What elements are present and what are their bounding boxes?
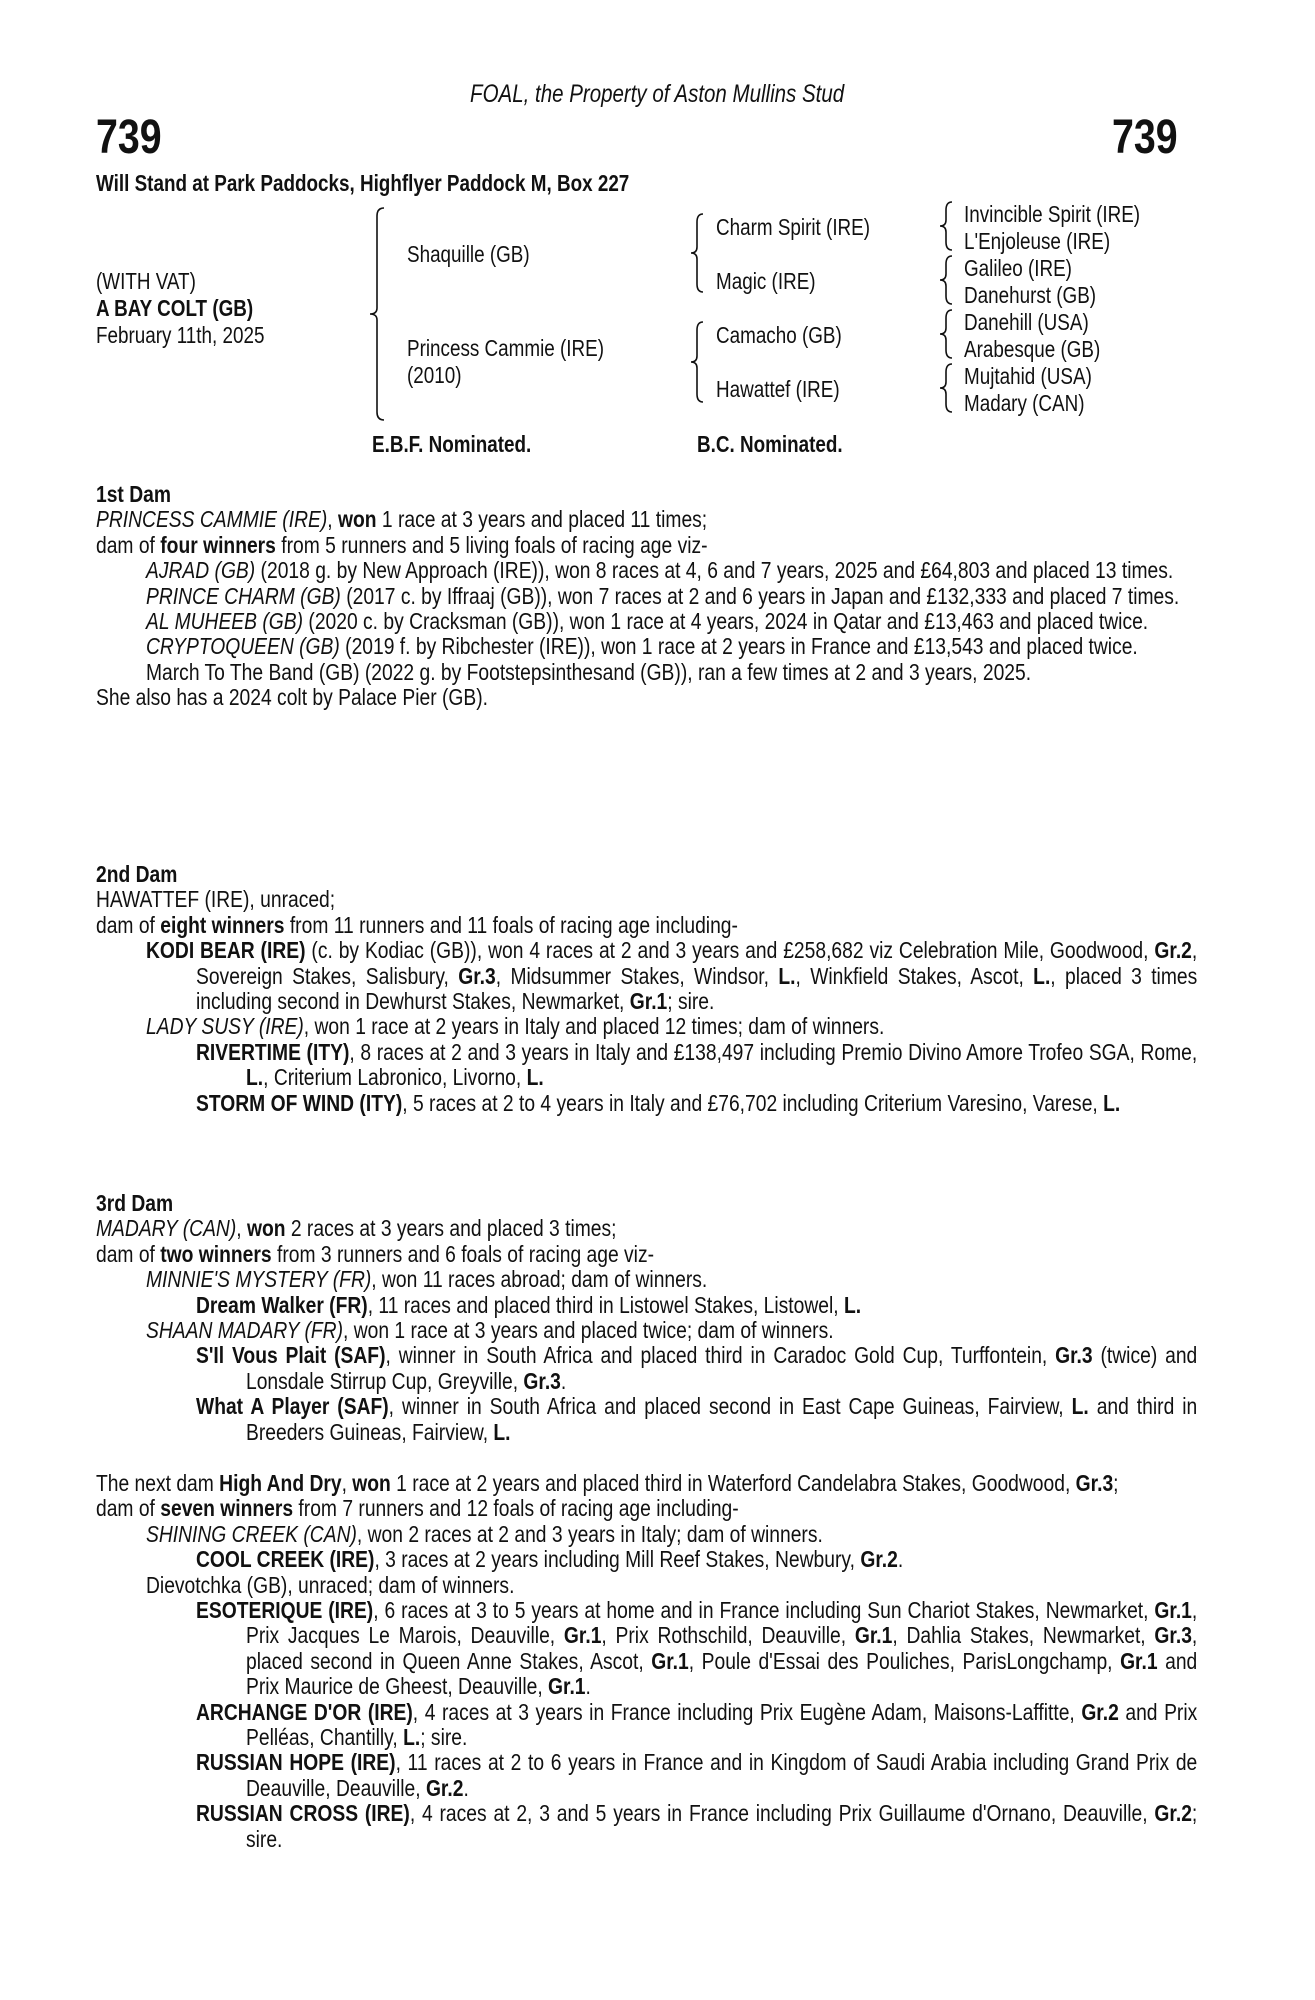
first-dam-section [96,482,1197,711]
progeny-entry [96,1343,1197,1394]
ancestor-name: Invincible Spirit (IRE) [964,201,1141,227]
foaling-date-text: February 11th, 2025 [96,322,265,348]
bold-text: RIVERTIME (ITY) [196,1038,350,1065]
italic-text: SHAAN MADARY (FR) [145,1317,343,1344]
bold-text: Gr.2 [1081,1698,1119,1725]
progeny-entry [96,1547,1197,1572]
bold-text: eight winners [160,911,285,938]
bold-text: RUSSIAN CROSS (IRE) [196,1800,410,1827]
text: , Dahlia Stakes, Newmarket, [892,1622,1155,1649]
sire-dam [716,268,837,294]
progeny-entry [96,938,1197,1014]
text: Dievotchka (GB), unraced; dam of winners. [145,1571,515,1598]
dam-summary [96,1471,1197,1496]
text: ; sire. [245,1800,1198,1852]
bold-text: STORM OF WIND (ITY) [196,1089,403,1116]
bold-text: L. [245,1064,264,1091]
progeny-entry [96,1573,1197,1598]
bold-text: Gr.2 [860,1546,898,1573]
third-generation-ancestor [964,201,1179,227]
bc-text: B.C. Nominated. [697,431,843,457]
stand-info-text: Will Stand at Park Paddocks, Highflyer Paddock M, Box 227 [96,170,630,196]
text: from 11 runners and 11 foals of racing age including- [284,911,738,938]
bold-text: Gr.1 [1120,1647,1158,1674]
text: The next dam [96,1470,220,1496]
text: (c. by Kodiac (GB)), won 4 races at 2 and 3 years and £258,682 viz Celebration Mile, Goodwood, [305,937,1155,964]
text: 1 race at 3 years and placed 11 times; [376,506,708,533]
bold-text: High And Dry [219,1470,342,1496]
bold-text: S'Il Vous Plait (SAF) [196,1342,386,1369]
text: ; [1113,1470,1119,1496]
progeny-entry [96,1394,1197,1445]
bold-text: L. [1033,962,1051,989]
text: , Poule d'Essai des Pouliches, ParisLongchamp, [688,1647,1121,1674]
dam-summary [96,913,1197,938]
text: (2020 c. by Cracksman (GB)), won 1 race at 4 years, 2024 in Qatar and £13,463 and placed twice. [303,608,1149,635]
lot-number-left [96,110,176,165]
third-generation-ancestor [964,255,1096,281]
ebf-text: E.B.F. Nominated. [372,431,532,457]
progeny-entry [96,584,1197,609]
dam-summary [96,1242,1197,1267]
stand-info [96,170,746,197]
ancestor-name: L'Enjoleuse (IRE) [964,228,1111,254]
text: , Prix Jacques Le Marois, Deauville, [245,1597,1198,1649]
bold-text: L. [403,1724,421,1751]
lot-number-text: 739 [96,111,162,164]
second-dam-section [96,862,1197,1116]
bold-text: RUSSIAN HOPE (IRE) [196,1749,396,1776]
text: , 11 races at 2 to 6 years in France and in Kingdom of Saudi Arabia including Grand Prix de Deauville, Deauville, [245,1749,1198,1801]
text: HAWATTEF (IRE), unraced; [96,886,336,913]
bold-text: L. [526,1064,544,1091]
dam-sire [716,322,869,348]
third-generation-ancestor [964,228,1142,254]
dam-text: Princess Cammie (IRE) [407,335,605,361]
title-text: FOAL, the Property of Aston Mullins Stud [470,80,845,108]
italic-text: PRINCESS CAMMIE (IRE) [96,506,328,533]
vat-text: (WITH VAT) [96,268,196,294]
bold-text: Gr.2 [1154,1800,1192,1827]
third-generation-ancestor [964,282,1125,308]
text: , Sovereign Stakes, Salisbury, [195,937,1198,989]
dam-summary [96,887,1197,912]
progeny-entry [96,1040,1197,1091]
text: (2018 g. by New Approach (IRE)), won 8 races at 4, 6 and 7 years, 2025 and £64,803 and placed 13 times. [255,557,1174,584]
text: , 3 races at 2 years including Mill Reef Stakes, Newbury, [374,1546,861,1573]
bold-text: two winners [160,1240,272,1267]
progeny-entry [96,1700,1197,1751]
bold-text: Gr.1 [563,1622,602,1649]
bold-text: ESOTERIQUE (IRE) [196,1597,374,1624]
text: March To The Band (GB) (2022 g. by Footstepsinthesand (GB)), ran a few times at 2 and 3 years, 2025. [145,658,1032,685]
bold-text: KODI BEAR (IRE) [145,937,306,964]
text: from 7 runners and 12 foals of racing age including- [293,1495,739,1522]
sire-sire [716,214,904,240]
ancestor-name: Danehill (USA) [964,309,1089,335]
text: . [560,1367,567,1394]
text: from 5 runners and 5 living foals of racing age viz- [275,531,708,558]
italic-text: LADY SUSY (IRE) [145,1013,304,1040]
bold-text: L. [778,962,796,989]
horse-name [96,295,288,321]
progeny-entry [96,1598,1197,1700]
progeny-entry [96,1318,1197,1343]
progeny-entry [96,609,1197,634]
progeny-entry [96,1522,1197,1547]
third-generation-ancestor [964,363,1120,389]
text: dam of [96,1240,161,1267]
sire-dam-text: Magic (IRE) [716,268,816,294]
text: , 4 races at 3 years in France including Prix Eugène Adam, Maisons-Laffitte, [412,1698,1082,1725]
bold-text: Gr.1 [548,1673,586,1700]
vat-note [96,268,218,294]
bold-text: COOL CREEK (IRE) [196,1546,375,1573]
text: , won 11 races abroad; dam of winners. [371,1266,708,1293]
text: , placed 3 times including second in Dewhurst Stakes, Newmarket, [195,962,1198,1015]
text: , [327,506,338,533]
text: dam of [96,1495,161,1522]
dam-summary [96,533,1197,558]
bold-text: L. [1071,1393,1089,1420]
italic-text: MADARY (CAN) [96,1215,237,1242]
bold-text: Gr.3 [523,1367,561,1394]
bold-text: Gr.3 [1154,1622,1192,1649]
lot-number-text: 739 [1112,111,1178,164]
text: 1 race at 2 years and placed third in Waterford Candelabra Stakes, Goodwood, [390,1470,1076,1496]
text: , winner in South Africa and placed second in East Cape Guineas, Fairview, [388,1393,1072,1420]
progeny-entry [96,1091,1197,1116]
bc-nominated [697,431,875,457]
progeny-entry [96,1750,1197,1801]
bold-text: Gr.3 [1055,1342,1093,1369]
progeny-entry [96,1014,1197,1039]
italic-text: AL MUHEEB (GB) [145,608,304,635]
ancestor-name: Danehurst (GB) [964,282,1097,308]
text: and Prix Pelléas, Chantilly, [245,1698,1198,1751]
text: , [236,1215,247,1242]
bold-text: Gr.1 [629,988,668,1015]
bold-text: L. [844,1291,862,1318]
progeny-entry [96,1293,1197,1318]
text: , won 1 race at 3 years and placed twice; dam of winners. [342,1317,834,1344]
bold-text: Gr.1 [1154,1597,1192,1624]
progeny-entry [96,1267,1197,1292]
brace-icon [940,0,952,414]
dam-year [407,362,473,388]
text: , 8 races at 2 and 3 years in Italy and £138,497 including Premio Divino Amore Trofeo SGA, Rome, [349,1038,1198,1065]
bold-text: four winners [160,531,276,558]
section-heading: 2nd Dam [96,861,178,887]
text: . [463,1774,469,1801]
italic-text: SHINING CREEK (CAN) [145,1520,357,1547]
catalogue-title [0,80,1315,109]
text: . [897,1546,904,1573]
bold-text: What A Player (SAF) [196,1393,389,1420]
bold-text: Dream Walker (FR) [196,1291,368,1318]
dam-summary [96,1216,1197,1241]
text: , won 2 races at 2 and 3 years in Italy; dam of winners. [356,1520,823,1547]
text: dam of [96,911,161,938]
text: , won 1 race at 2 years in Italy and placed 12 times; dam of winners. [303,1013,885,1040]
dam-summary [96,685,1197,710]
text: 2 races at 3 years and placed 3 times; [285,1215,617,1242]
italic-text: CRYPTOQUEEN (GB) [145,633,340,660]
italic-text: AJRAD (GB) [145,557,256,584]
ancestor-name: Arabesque (GB) [964,336,1101,362]
text: , 11 races and placed third in Listowel Stakes, Listowel, [367,1291,845,1318]
third-generation-ancestor [964,309,1116,335]
text: , placed second in Queen Anne Stakes, Ascot, [245,1622,1198,1674]
ancestor-name: Mujtahid (USA) [964,363,1092,389]
ebf-nominated [372,431,566,457]
progeny-entry [96,1801,1197,1852]
text: . [585,1673,591,1700]
bold-text: Gr.1 [651,1647,689,1674]
bold-text: won [246,1215,286,1242]
text: She also has a 2024 colt by Palace Pier (GB). [96,684,489,711]
bold-text: Gr.2 [425,1774,464,1801]
section-heading: 3rd Dam [96,1190,174,1216]
dam [407,335,647,361]
bold-text: L. [493,1418,511,1445]
italic-text: PRINCE CHARM (GB) [145,582,341,609]
text: , 5 races at 2 to 4 years in Italy and £76,702 including Criterium Varesino, Varese, [402,1089,1104,1116]
ancestor-name: Madary (CAN) [964,390,1085,416]
bold-text: Gr.1 [854,1622,893,1649]
foaling-date [96,322,301,348]
progeny-entry [96,660,1197,685]
dam-dam-text: Hawattef (IRE) [716,376,840,402]
bold-text: seven winners [160,1495,294,1522]
progeny-entry [96,634,1197,659]
third-generation-ancestor [964,336,1130,362]
lot-number-right [1112,110,1192,165]
text: (twice) and Lonsdale Stirrup Cup, Greyville, [245,1342,1198,1394]
horse-name-text: A BAY COLT (GB) [96,295,254,321]
italic-text: MINNIE'S MYSTERY (FR) [145,1266,372,1293]
brace-icon [691,0,703,404]
sire-sire-text: Charm Spirit (IRE) [716,214,871,240]
dam-sire-text: Camacho (GB) [716,322,842,348]
dam-summary [96,507,1197,532]
bold-text: Gr.3 [458,962,496,989]
section-heading: 1st Dam [96,481,171,507]
text: from 3 runners and 6 foals of racing age viz- [271,1240,655,1267]
text: , 6 races at 3 to 5 years at home and in France including Sun Chariot Stakes, Newmarket, [373,1597,1155,1624]
text: , Midsummer Stakes, Windsor, [495,962,779,989]
ancestor-name: Galileo (IRE) [964,255,1072,281]
text: ; sire. [667,988,715,1015]
bold-text: L. [1103,1089,1121,1116]
dam-year-text: (2010) [407,362,462,388]
next-dam-section [96,1471,1197,1852]
text: , Prix Rothschild, Deauville, [601,1622,855,1649]
text: , Criterium Labronico, Livorno, [263,1064,527,1091]
bold-text: Gr.2 [1154,937,1192,964]
text: ; sire. [420,1724,468,1751]
sire-text: Shaquille (GB) [407,241,530,267]
text: , [341,1470,353,1496]
text: (2019 f. by Ribchester (IRE)), won 1 race at 2 years in France and £13,543 and placed twice. [339,633,1138,660]
brace-icon [370,0,384,422]
bold-text: won [337,506,377,533]
bold-text: ARCHANGE D'OR (IRE) [196,1698,413,1725]
text: , Winkfield Stakes, Ascot, [795,962,1034,989]
text: (2017 c. by Iffraaj (GB)), won 7 races at 2 and 6 years in Japan and £132,333 and placed 7 times. [340,582,1180,609]
dam-summary [96,1496,1197,1521]
third-generation-ancestor [964,390,1111,416]
sire [407,241,557,267]
third-dam-section [96,1191,1197,1445]
text: and Prix Maurice de Gheest, Deauville, [245,1647,1198,1700]
progeny-entry [96,558,1197,583]
text: , 4 races at 2, 3 and 5 years in France including Prix Guillaume d'Ornano, Deauville, [409,1800,1155,1827]
bold-text: Gr.3 [1075,1470,1114,1496]
text: , winner in South Africa and placed third in Caradoc Gold Cup, Turffontein, [385,1342,1056,1369]
text: dam of [96,531,161,558]
bold-text: won [352,1470,391,1496]
dam-dam [716,376,867,402]
text: and third in Breeders Guineas, Fairview, [245,1393,1198,1445]
